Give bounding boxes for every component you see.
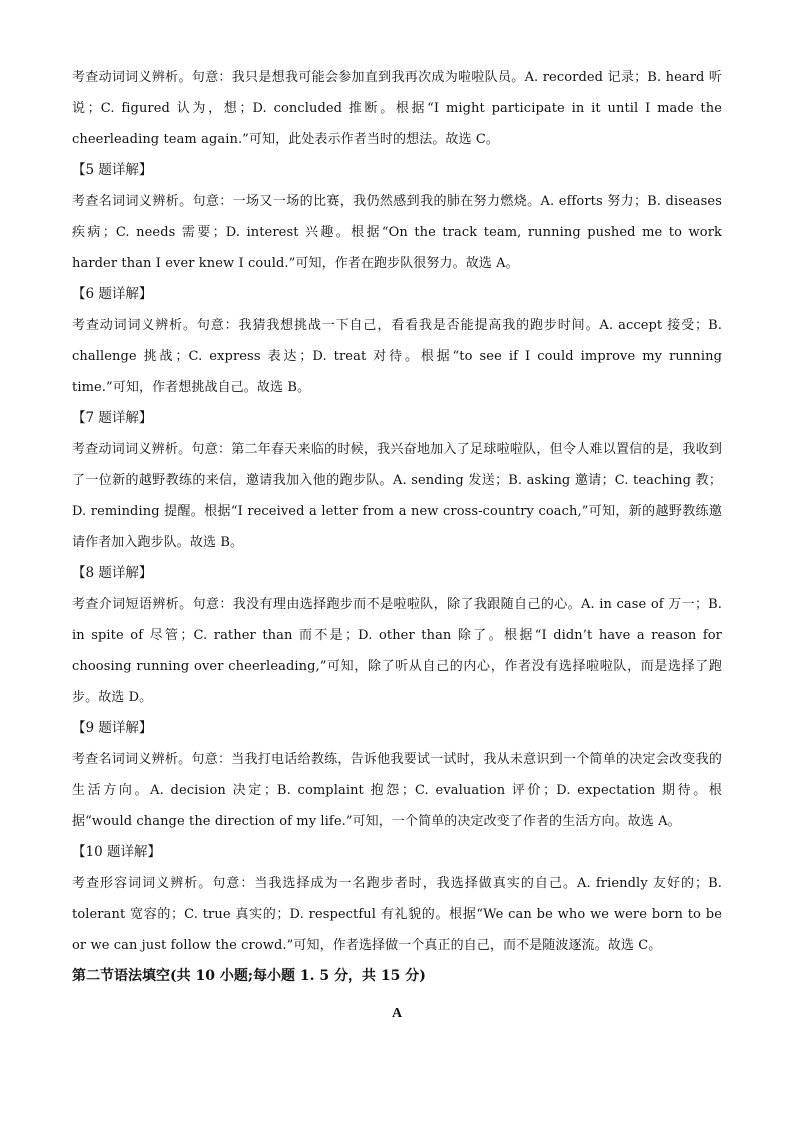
answer-explanation-5: 考查名词词义辨析。句意：一场又一场的比赛，我仍然感到我的肺在努力燃烧。A. efforts 努力；B. diseases 疾病；C. needs 需要；D. interest 兴趣。根据“On the track team, running pushed me to work harder than I ever knew I could.”可知，作者在跑步队很努力。故选 A。 — [72, 194, 722, 271]
section-title: 第二节语法填空(共 10 小题;每小题 1. 5 分，共 15 分) — [72, 968, 426, 984]
answer-explanation-4: 考查动词词义辨析。句意：我只是想我可能会参加直到我再次成为啦啦队员。A. recorded 记录；B. heard 听说；C. figured 认为，想；D. concluded 推断。根据“I might participate in it until I made the cheerleading team again.”可知，此处表示作者当时的想法。故选 C。 — [72, 70, 722, 147]
answer-explanation-9: 考查名词词义辨析。句意：当我打电话给教练，告诉他我要试一试时，我从未意识到一个简单的决定会改变我的生活方向。A. decision 决定；B. complaint 抱怨；C. evaluation 评价；D. expectation 期待。根据“would change the direction of my life.”可知，一个简单的决定改变了作者的生活方向。故选 A。 — [72, 752, 722, 829]
question-6-heading: 【6 题详解】 — [72, 286, 153, 302]
question-5-heading: 【5 题详解】 — [72, 162, 153, 178]
answer-explanation-8: 考查介词短语辨析。句意：我没有理由选择跑步而不是啦啦队，除了我跟随自己的心。A. in case of 万一；B. in spite of 尽管；C. rather than 而不是；D. other than 除了。根据“I didn’t have a reason for choosing running over cheerleading,”可知，除了听从自己的内心，作者没有选择啦啦队，而是选择了跑步。故选 D。 — [72, 597, 722, 705]
answer-explanation-10: 考查形容词词义辨析。句意：当我选择成为一名跑步者时，我选择做真实的自己。A. friendly 友好的；B. tolerant 宽容的；C. true 真实的；D. respectful 有礼貌的。根据“We can be who we were born to be or we can just follow the crowd.”可知，作者选择做一个真正的自己，而不是随波逐流。故选 C。 — [72, 876, 722, 953]
question-8-heading: 【8 题详解】 — [72, 565, 153, 581]
question-9-heading: 【9 题详解】 — [72, 720, 153, 736]
answer-explanation-7: 考查动词词义辨析。句意：第二年春天来临的时候，我兴奋地加入了足球啦啦队，但令人难以置信的是，我收到了一位新的越野教练的来信，邀请我加入他的跑步队。A. sending 发送；B. asking 邀请；C. teaching 教；D. reminding 提醒。根据“I received a letter from a new cross-country coach,”可知，新的越野教练邀请作者加入跑步队。故选 B。 — [72, 442, 722, 550]
document-body — [72, 62, 722, 1029]
passage-label: A — [391, 1006, 403, 1021]
question-10-heading: 【10 题详解】 — [72, 844, 161, 860]
answer-explanation-6: 考查动词词义辨析。句意：我猜我想挑战一下自己，看看我是否能提高我的跑步时间。A. accept 接受；B. challenge 挑战；C. express 表达；D. treat 对待。根据“to see if I could improve my running time.”可知，作者想挑战自己。故选 B。 — [72, 318, 722, 395]
question-7-heading: 【7 题详解】 — [72, 410, 153, 426]
